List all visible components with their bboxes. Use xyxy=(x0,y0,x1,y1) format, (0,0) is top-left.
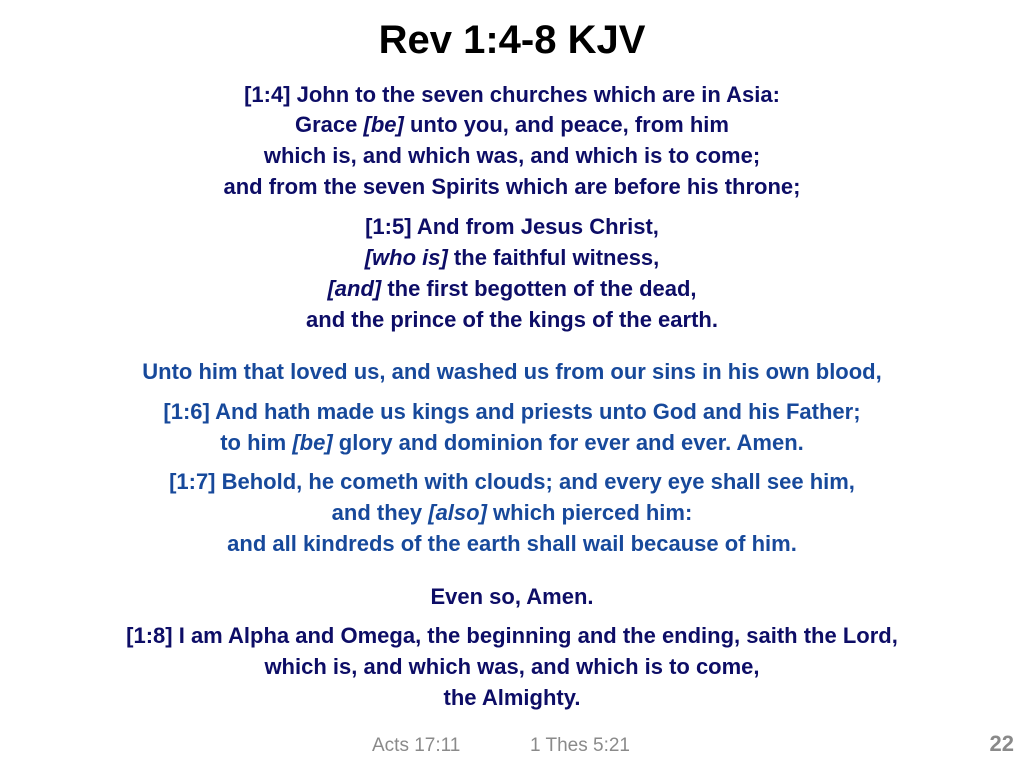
verse-text: Grace xyxy=(295,112,364,137)
verse-1-7-line-1: [1:7] Behold, he cometh with clouds; and every eye shall see him, xyxy=(169,469,855,494)
verse-1-4-line-4: and from the seven Spirits which are before his throne; xyxy=(223,174,801,199)
italic-supplied-word: [be] xyxy=(363,112,404,137)
verse-1-7-line-4: Even so, Amen. xyxy=(430,584,594,609)
verse-text: which pierced him: xyxy=(486,500,693,525)
verse-1-5-line-3 xyxy=(0,275,1024,303)
verse-1-6-line-1: [1:6] And hath made us kings and priests unto God and his Father; xyxy=(163,399,861,424)
verse-1-5-line-1: [1:5] And from Jesus Christ, xyxy=(365,214,659,239)
verse-text: to him xyxy=(220,430,293,455)
italic-supplied-word: [who is] xyxy=(364,245,448,270)
verse-1-6-line-2 xyxy=(0,429,1024,457)
footer-reference-acts: Acts 17:11 xyxy=(372,735,461,756)
verse-1-5-line-4: and the prince of the kings of the earth. xyxy=(306,307,718,332)
italic-supplied-word: [also] xyxy=(428,500,487,525)
verse-text: and they xyxy=(331,500,429,525)
footer-reference-thes: 1 Thes 5:21 xyxy=(530,735,631,756)
verse-1-4-line-1: [1:4] John to the seven churches which are in Asia: xyxy=(244,82,780,107)
verse-1-8-line-1: [1:8] I am Alpha and Omega, the beginning and the ending, saith the Lord, xyxy=(126,623,898,648)
verse-1-8-line-3: the Almighty. xyxy=(443,685,581,710)
slide-title: Rev 1:4-8 KJV xyxy=(378,18,646,62)
italic-supplied-word: [be] xyxy=(292,430,333,455)
verse-1-4-line-2 xyxy=(0,111,1024,139)
verse-1-8-line-2: which is, and which was, and which is to come, xyxy=(264,654,760,679)
italic-supplied-word: [and] xyxy=(327,276,382,301)
verse-text: glory and dominion for ever and ever. Amen. xyxy=(332,430,804,455)
verse-1-7-line-2 xyxy=(0,499,1024,527)
verse-text: the first begotten of the dead, xyxy=(381,276,697,301)
page-number: 22 xyxy=(989,731,1014,756)
verse-1-4-line-3: which is, and which was, and which is to come; xyxy=(263,143,761,168)
verse-1-5-line-2 xyxy=(0,244,1024,272)
verse-1-7-line-3: and all kindreds of the earth shall wail because of him. xyxy=(227,531,797,556)
verse-text: unto you, and peace, from him xyxy=(403,112,729,137)
verse-1-5-line-5: Unto him that loved us, and washed us from our sins in his own blood, xyxy=(142,359,882,384)
verse-text: the faithful witness, xyxy=(447,245,660,270)
